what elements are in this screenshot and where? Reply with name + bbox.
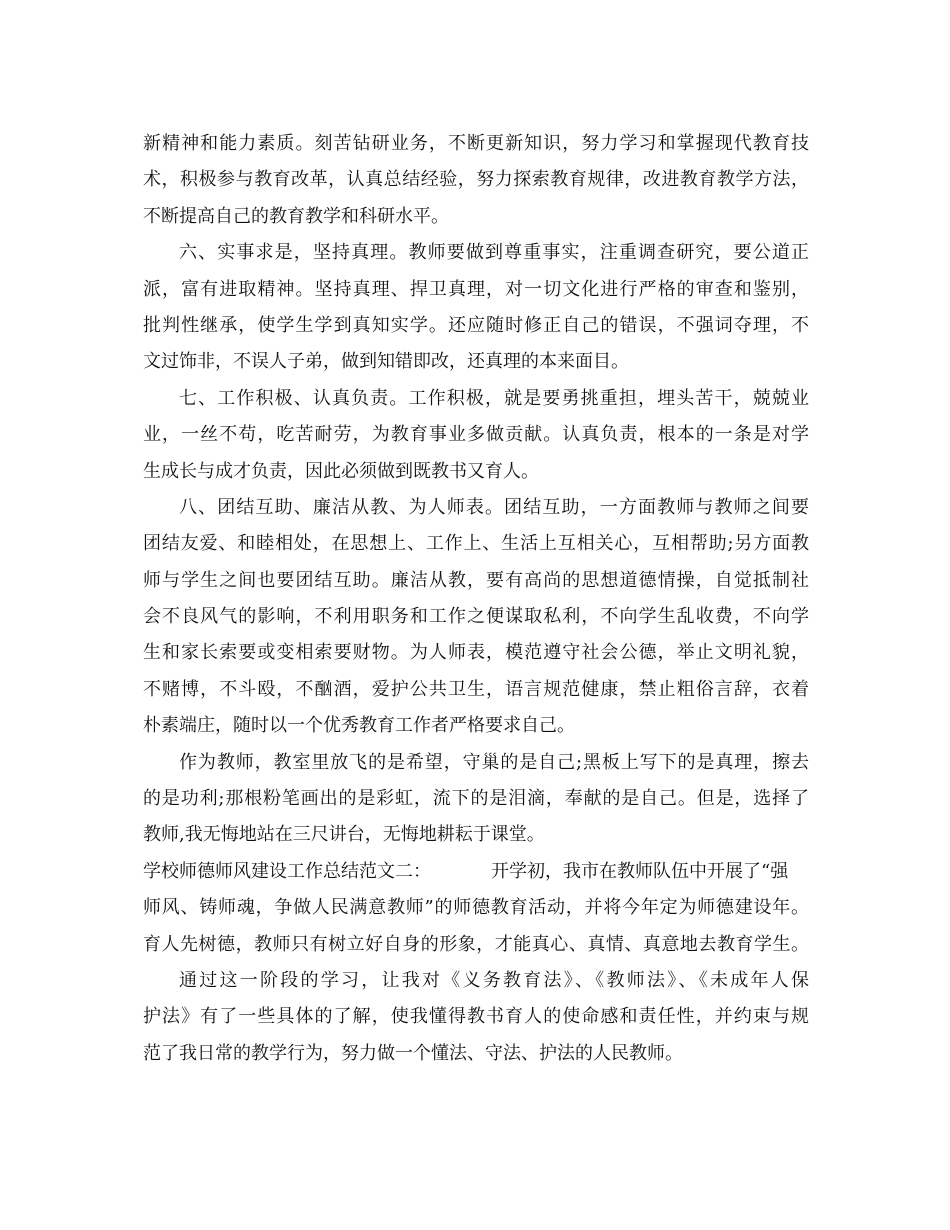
text-line: 术，积极参与教育改革，认真总结经验，努力探索教育规律，改进教育教学方法， — [143, 169, 809, 191]
text-line: 朴素端庄，随时以一个优秀教育工作者严格要求自己。 — [143, 715, 575, 737]
text-line: 文过饰非，不误人子弟，做到知错即改，还真理的本来面目。 — [143, 351, 629, 373]
text-line: 不断提高自己的教育教学和科研水平。 — [143, 205, 449, 227]
text-line: 批判性继承，使学生学到真知实学。还应随时修正自己的错误，不强词夺理，不 — [143, 314, 809, 336]
text-line: 生和家长索要或变相索要财物。为人师表，模范遵守社会公德，举止文明礼貌， — [143, 642, 809, 664]
paragraph-first-line: 八、团结互助、廉洁从教、为人师表。团结互助，一方面教师与教师之间要 — [179, 496, 809, 518]
paragraph-first-line: 作为教师，教室里放飞的是希望，守巢的是自己;黑板上写下的是真理，擦去 — [179, 751, 809, 773]
paragraph-first-line: 通过这一阶段的学习，让我对《义务教育法》、《教师法》、《未成年人保 — [179, 969, 809, 991]
text-line: 团结友爱、和睦相处，在思想上、工作上、生活上互相关心，互相帮助;另方面教 — [143, 533, 809, 555]
text-line: 护法》有了一些具体的了解，使我懂得教书育人的使命感和责任性，并约束与规 — [143, 1006, 809, 1028]
text-line: 不赌博，不斗殴，不酗酒，爱护公共卫生，语言规范健康，禁止粗俗言辞，衣着 — [143, 678, 809, 700]
text-line: 师与学生之间也要团结互助。廉洁从教，要有高尚的思想道德情操，自觉抵制社 — [143, 569, 809, 591]
text-line: 生成长与成才负责，因此必须做到既教书又育人。 — [143, 460, 539, 482]
paragraph-first-line: 七、工作积极、认真负责。工作积极，就是要勇挑重担，埋头苦干，兢兢业 — [179, 387, 809, 409]
document-body — [143, 126, 809, 1072]
text-line: 教师,我无悔地站在三尺讲台，无悔地耕耘于课堂。 — [143, 824, 545, 846]
text-line: 育人先树德，教师只有树立好自身的形象，才能真心、真情、真意地去教育学生。 — [143, 933, 809, 955]
text-line: 会不良风气的影响，不利用职务和工作之便谋取私利，不向学生乱收费，不向学 — [143, 606, 809, 628]
text-line: 范了我日常的教学行为，努力做一个懂法、守法、护法的人民教师。 — [143, 1042, 683, 1064]
text-line: 派，富有进取精神。坚持真理、捍卫真理，对一切文化进行严格的审查和鉴别， — [143, 278, 809, 300]
text-line: 师风、铸师魂，争做人民满意教师”的师德教育活动，并将今年定为师德建设年。 — [143, 897, 809, 919]
section-heading: 学校师德师风建设工作总结范文二： — [143, 860, 431, 882]
text-line: 的是功利;那根粉笔画出的是彩虹，流下的是泪滴，奉献的是自己。但是，选择了 — [143, 788, 809, 810]
paragraph-first-line: 六、实事求是，坚持真理。教师要做到尊重事实，注重调查研究，要公道正 — [179, 242, 809, 264]
text-line: 业，一丝不苟，吃苦耐劳，为教育事业多做贡献。认真负责，根本的一条是对学 — [143, 424, 809, 446]
section-heading-line — [143, 854, 809, 890]
section-intro-text: 开学初，我市在教师队伍中开展了“强 — [491, 860, 789, 882]
text-line: 新精神和能力素质。刻苦钻研业务，不断更新知识，努力学习和掌握现代教育技 — [143, 133, 809, 154]
